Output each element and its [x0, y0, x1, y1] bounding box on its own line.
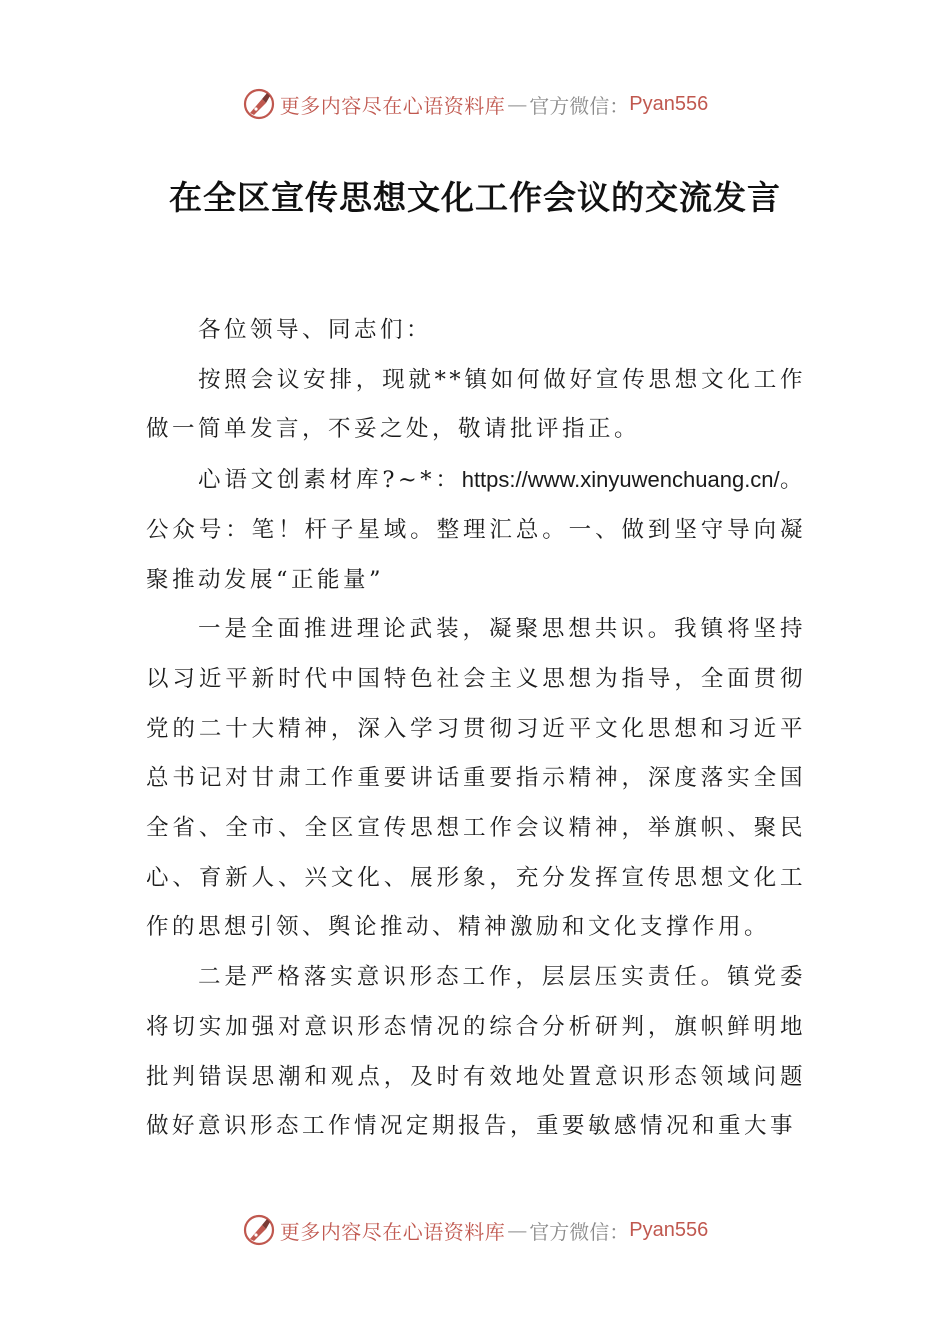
banner-wechat-id: Pyan556	[629, 1218, 709, 1241]
banner-wechat-id: Pyan556	[629, 92, 709, 115]
point-two-paragraph: 二是严格落实意识形态工作，层层压实责任。镇党委将切实加强对意识形态情况的综合分析研判，旗帜鲜明地批判错误思潮和观点，及时有效地处置意识形态领域问题做好意识形态工作情况定期报告，重要敏感情况和重大事	[146, 964, 806, 1140]
banner-text: 更多内容尽在心语资料库	[279, 93, 506, 118]
salutation-paragraph: 各位领导、同志们：	[198, 317, 433, 343]
banner-text: 更多内容尽在心语资料库	[279, 1219, 506, 1244]
banner-wechat-label: 官方微信：	[529, 93, 630, 118]
intro-paragraph: 按照会议安排，现就**镇如何做好宣传思想文化工作做一简单发言，不妥之处，敬请批评指正。	[146, 366, 806, 443]
point-one-paragraph: 一是全面推进理论武装，凝聚思想共识。我镇将坚持以习近平新时代中国特色社会主义思想为指导，全面贯彻党的二十大精神，深入学习贯彻习近平文化思想和习近平总书记对甘肃工作重要讲话重要指示精神，深度落实全国全省、全市、全区宣传思想工作会议精神，举旗帜、聚民心、育新人、兴文化、展形象，充分发挥宣传思想文化工作的思想引领、舆论推动、精神激励和文化支撑作用。	[146, 616, 806, 941]
pen-nib-logo-icon	[242, 87, 276, 121]
source-line-suffix: 。公众号：笔！杆子星域。整理汇总。一、做到坚守导向凝聚推动发展“正能量”	[146, 467, 806, 593]
document-title: 在全区宣传思想文化工作会议的交流发言	[169, 178, 781, 217]
watermark-banner-bottom	[0, 1208, 950, 1252]
source-url-link[interactable]: https://www.xinyuwenchuang.cn/	[461, 467, 780, 493]
watermark-banner-top	[0, 82, 950, 126]
banner-dash: —	[507, 1218, 528, 1242]
document-body	[146, 306, 806, 1152]
source-line-paragraph	[146, 455, 806, 605]
banner-dash: —	[507, 92, 528, 116]
source-line-prefix: 心语文创素材库?~*：	[198, 467, 462, 494]
banner-wechat-label: 官方微信：	[529, 1219, 630, 1244]
pen-nib-logo-icon	[242, 1213, 276, 1247]
